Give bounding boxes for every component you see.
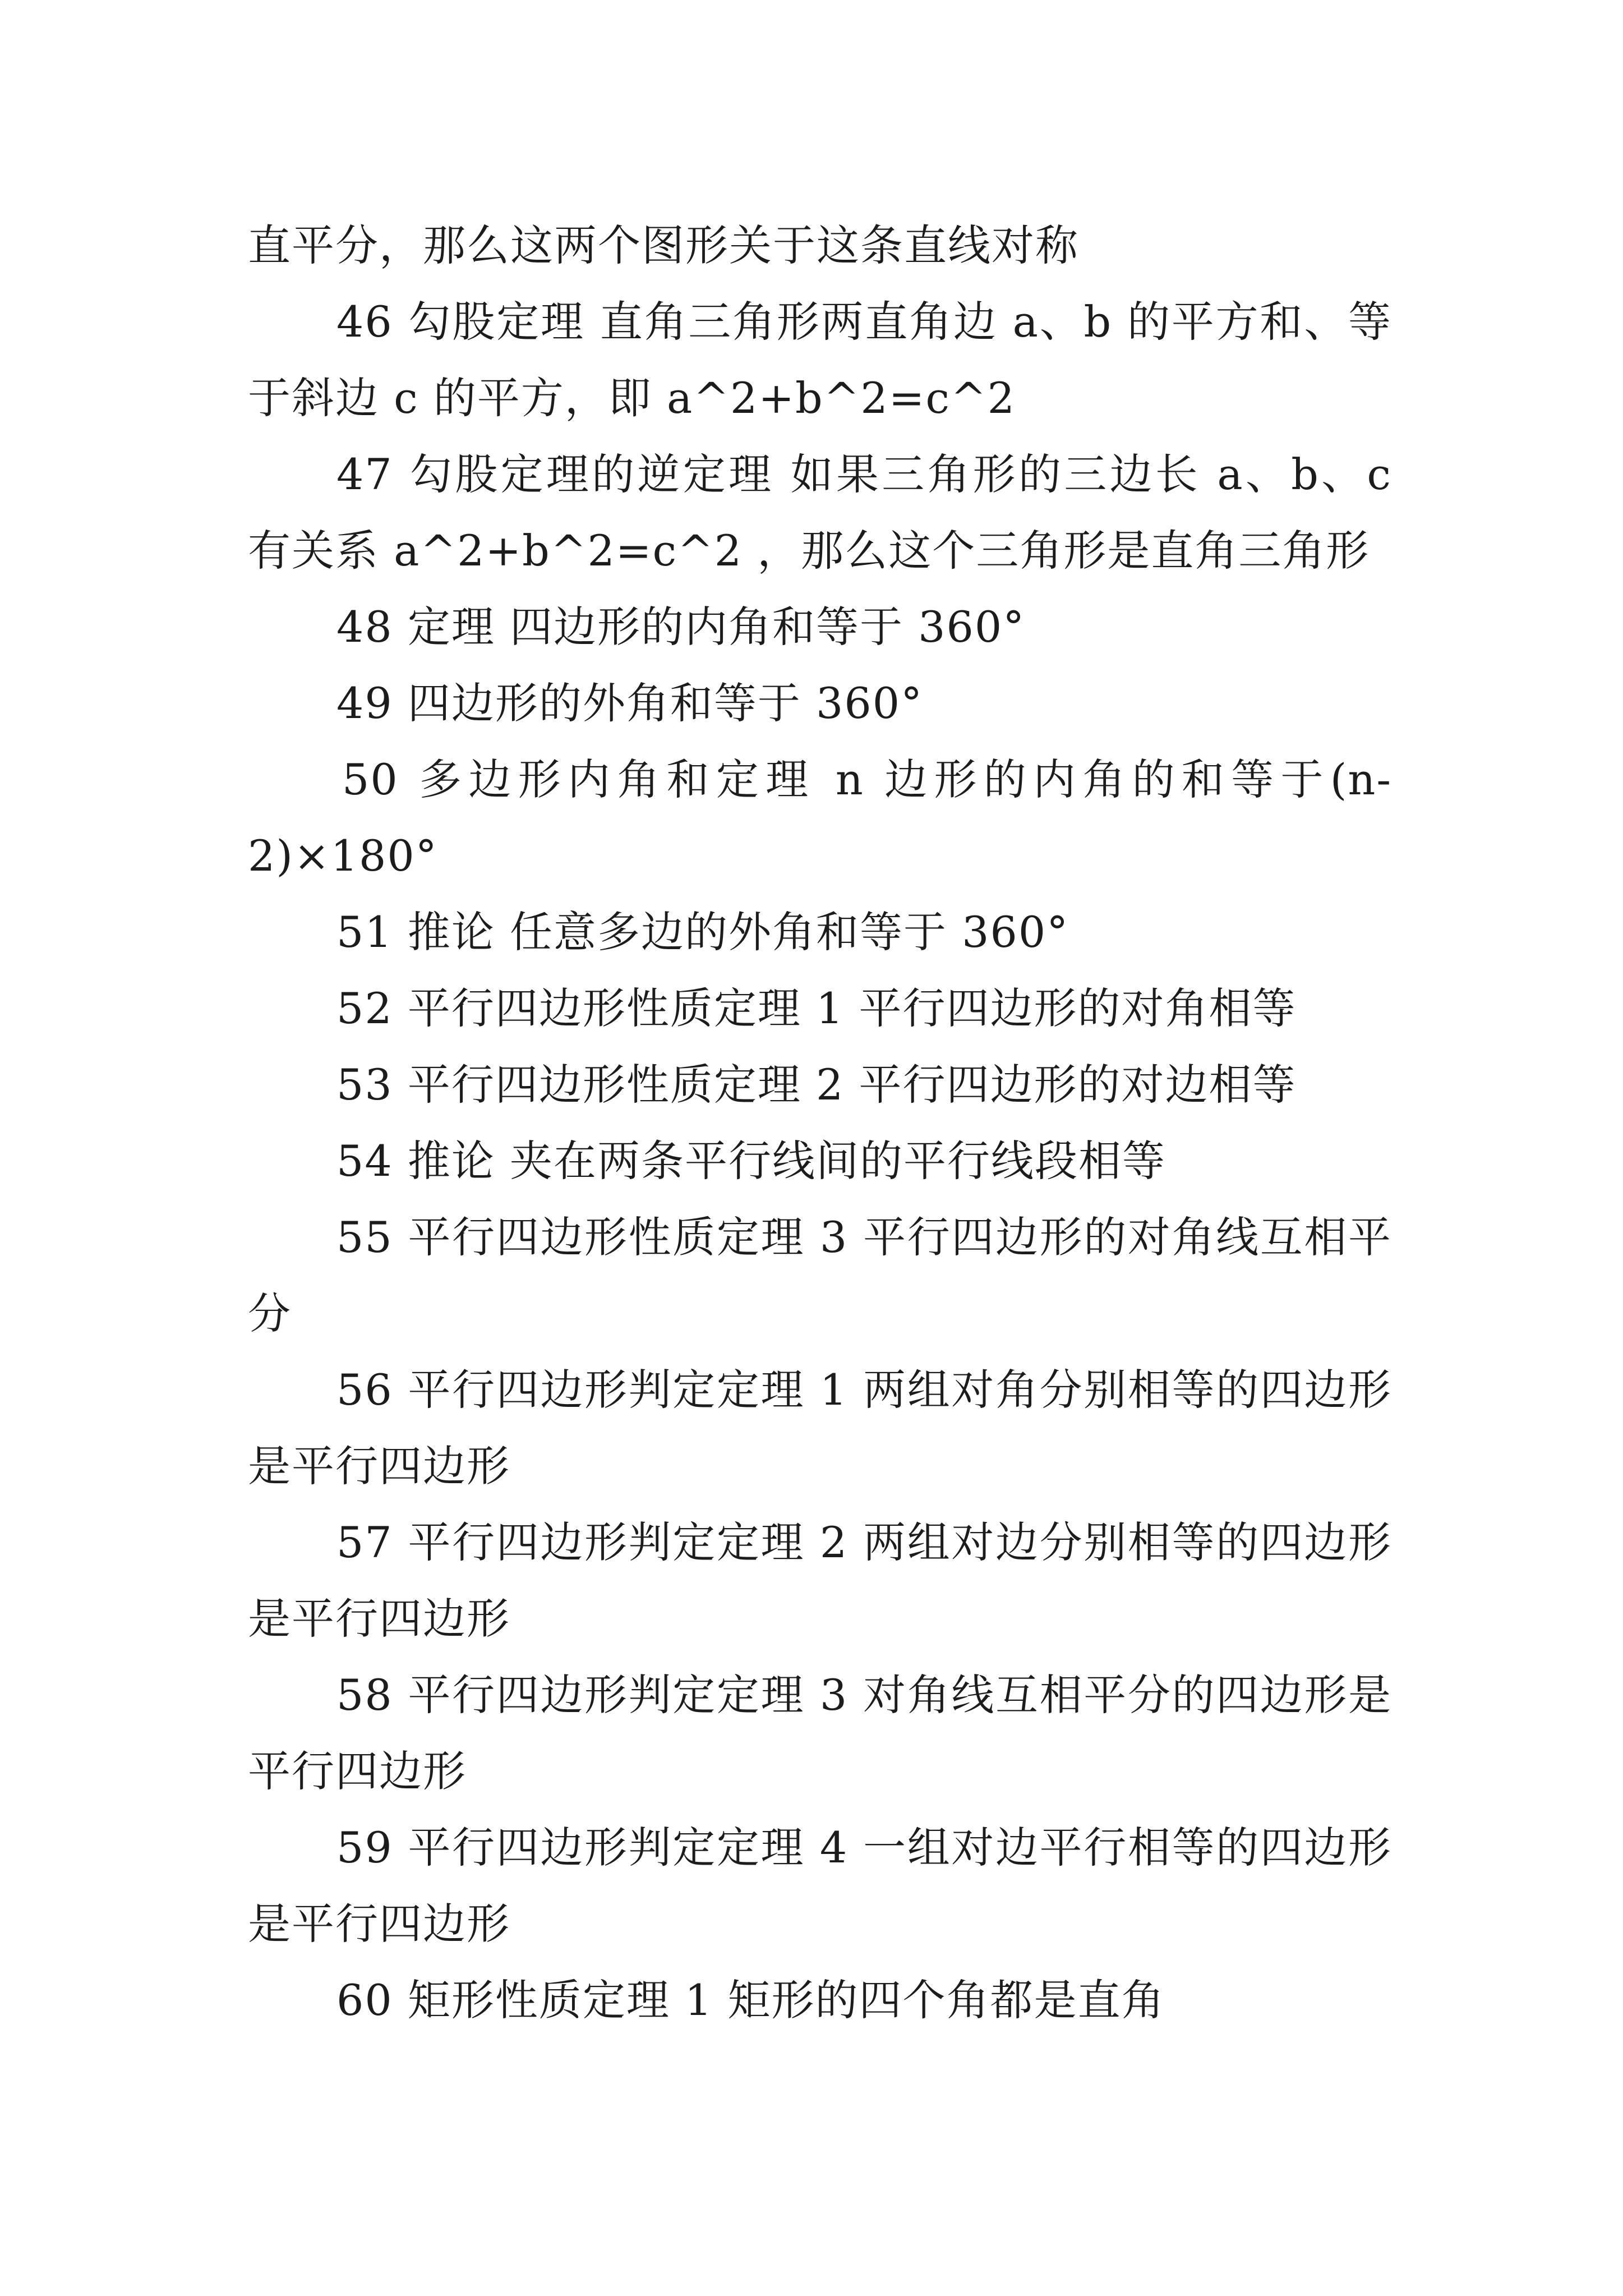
document-body [248,208,1392,2039]
paragraph-theorem-49: 49 四边形的外角和等于 360° [336,678,924,728]
paragraph-continuation: 直平分，那么这两个图形关于这条直线对称 [248,220,1079,270]
paragraph-theorem-56: 56 平行四边形判定定理 1 两组对角分别相等的四边形是平行四边形 [248,1365,1392,1491]
paragraph-theorem-53: 53 平行四边形性质定理 2 平行四边形的对边相等 [336,1060,1297,1110]
paragraph-theorem-51: 51 推论 任意多边的外角和等于 360° [336,907,1069,957]
paragraph-theorem-58: 58 平行四边形判定定理 3 对角线互相平分的四边形是平行四边形 [248,1670,1392,1796]
paragraph-theorem-50: 50 多边形内角和定理 n 边形的内角的和等于(n-2)×180° [248,754,1392,881]
paragraph-theorem-47: 47 勾股定理的逆定理 如果三角形的三边长 a、b、c 有关系 a^2+b^2=c^2 ，那么这个三角形是直角三角形 [248,449,1392,576]
paragraph-theorem-46: 46 勾股定理 直角三角形两直角边 a、b 的平方和、等于斜边 c 的平方，即 a^2+b^2=c^2 [248,297,1392,423]
paragraph-theorem-52: 52 平行四边形性质定理 1 平行四边形的对角相等 [336,983,1297,1033]
paragraph-theorem-55: 55 平行四边形性质定理 3 平行四边形的对角线互相平分 [248,1212,1392,1338]
paragraph-theorem-60: 60 矩形性质定理 1 矩形的四个角都是直角 [336,1975,1165,2025]
paragraph-theorem-59: 59 平行四边形判定定理 4 一组对边平行相等的四边形是平行四边形 [248,1823,1392,1949]
paragraph-theorem-57: 57 平行四边形判定定理 2 两组对边分别相等的四边形是平行四边形 [248,1517,1392,1644]
paragraph-theorem-54: 54 推论 夹在两条平行线间的平行线段相等 [336,1136,1166,1186]
paragraph-theorem-48: 48 定理 四边形的内角和等于 360° [336,602,1026,652]
